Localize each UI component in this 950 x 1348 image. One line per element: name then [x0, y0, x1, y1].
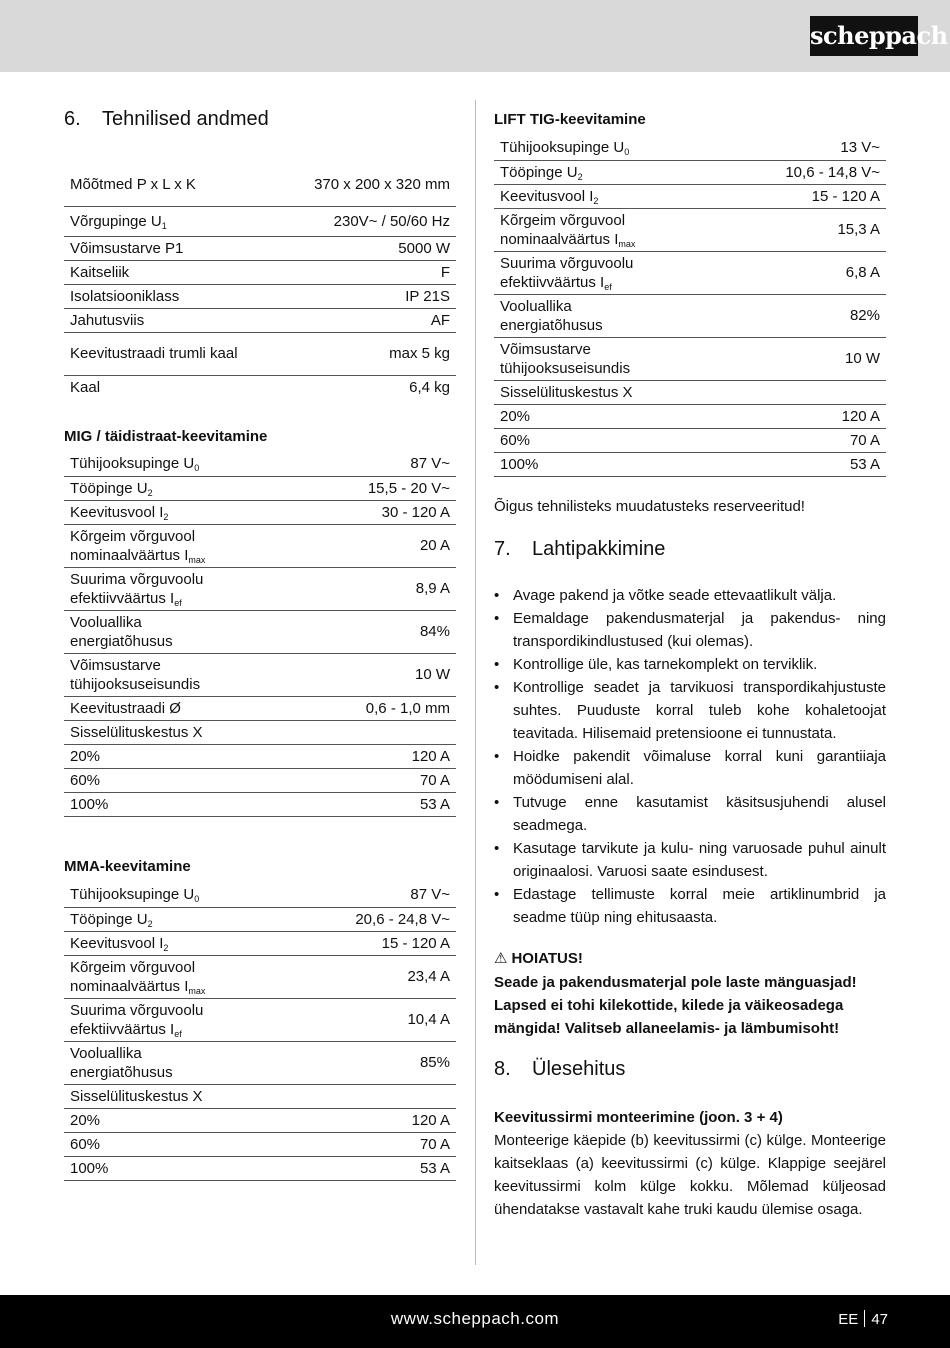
spec-row	[64, 1108, 456, 1132]
spec-label	[494, 160, 721, 184]
spec-label	[494, 251, 721, 294]
spec-row	[64, 907, 456, 931]
mig-specs-table	[64, 452, 456, 817]
spec-value-text: 120 A	[841, 407, 880, 425]
spec-subscript: 2	[147, 487, 153, 498]
spec-label-line2: efektiivväärtus I	[70, 589, 175, 607]
unpacking-list-item: • Hoidke pakendit võimaluse korral kuni garantiiaja möödumiseni alal.	[494, 745, 886, 791]
spec-label	[494, 337, 721, 380]
spec-subscript: 2	[163, 511, 169, 522]
spec-label	[64, 164, 279, 206]
spec-row	[64, 696, 456, 720]
spec-value-text: 15,3 A	[837, 221, 880, 238]
spec-label-text: Tööpinge U	[500, 163, 578, 181]
unpacking-list-item: • Kontrollige üle, kas tarnekomplekt on terviklik.	[494, 653, 886, 676]
spec-value	[301, 452, 456, 476]
spec-label-line2: energiatõhusus	[500, 316, 603, 334]
spec-value-text: 15 - 120 A	[381, 934, 450, 952]
spec-row	[64, 284, 456, 308]
spec-label	[64, 1108, 291, 1132]
spec-row	[64, 476, 456, 500]
spec-value-text: 53 A	[419, 795, 450, 813]
tig-heading: LIFT TIG-keevitamine	[494, 111, 646, 128]
spec-label-text: 100%	[500, 455, 539, 473]
spec-value-text: 23,4 A	[407, 968, 450, 985]
spec-label	[64, 696, 301, 720]
spec-label-line1: Suurima võrguvoolu	[500, 254, 634, 272]
assembly-subheading: Keevitussirmi monteerimine (joon. 3 + 4)	[494, 1109, 783, 1126]
spec-row	[64, 744, 456, 768]
spec-value	[279, 164, 456, 206]
spec-subscript: max	[618, 238, 636, 249]
spec-value-text: 70 A	[849, 431, 880, 449]
spec-row	[64, 720, 456, 744]
spec-value-text: 53 A	[419, 1159, 450, 1177]
spec-subscript: 2	[577, 171, 583, 182]
spec-label-line1: Kõrgeim võrguvool	[70, 527, 196, 545]
spec-row	[64, 332, 456, 375]
spec-value	[301, 567, 456, 610]
assembly-text: Monteerige käepide (b) keevitussirmi (c) külge. Monteerige kaitseklaas (a) keevitussirmi (c) külge. Klappige seejärel keevitussirmi kolm külge kokku. Mõlemad küljeosad ühendatakse vastavalt kahe truki kaudu ülemise osaga.	[494, 1132, 886, 1218]
spec-label	[64, 332, 279, 375]
spec-label-line2: nominaalväärtus I	[500, 230, 619, 248]
spec-value	[301, 744, 456, 768]
spec-value	[721, 184, 886, 208]
spec-row	[64, 653, 456, 696]
spec-row	[64, 308, 456, 332]
spec-value	[279, 206, 456, 236]
spec-label-text: Tööpinge U	[70, 479, 148, 497]
spec-value-text: 82%	[849, 307, 880, 324]
spec-label-text: Kaal	[70, 378, 101, 396]
unpacking-list-item: • Tutvuge enne kasutamist käsitsusjuhendi alusel seadmega.	[494, 791, 886, 837]
spec-label-text: Kaitseliik	[70, 263, 130, 281]
spec-value	[721, 251, 886, 294]
spec-value	[721, 404, 886, 428]
spec-label-line1: Võimsustarve	[70, 656, 161, 674]
spec-value-text: 30 - 120 A	[381, 503, 450, 521]
spec-label-text: 100%	[70, 1159, 109, 1177]
spec-row	[64, 931, 456, 955]
spec-label-text: Mõõtmed P x L x K	[70, 176, 196, 194]
spec-label-line1: Vooluallika	[70, 1044, 142, 1062]
spec-label	[494, 294, 721, 337]
spec-label	[64, 567, 301, 610]
section-7-heading: 7. Lahtipakkimine	[494, 538, 666, 560]
spec-value	[721, 208, 886, 251]
spec-label	[64, 610, 301, 653]
spec-label	[64, 931, 291, 955]
unpacking-list-item: • Kontrollige seadet ja tarvikuosi transpordikahjustuste suhtes. Puuduste korral tuleb kohe kohaletoojat teavitada. Hilisemaid pretensioone ei tunnustata.	[494, 676, 886, 745]
spec-value-text: 53 A	[849, 455, 880, 473]
spec-label	[64, 955, 291, 998]
spec-label-line1: Suurima võrguvoolu	[70, 570, 204, 588]
spec-label	[64, 1084, 291, 1108]
spec-label-text: Jahutusviis	[70, 311, 145, 329]
spec-value	[291, 1132, 456, 1156]
spec-label-line2: efektiivväärtus I	[70, 1020, 175, 1038]
spec-label-text: Tööpinge U	[70, 910, 148, 928]
spec-label	[64, 792, 301, 816]
footer	[0, 1295, 950, 1348]
spec-value	[301, 792, 456, 816]
spec-row	[64, 164, 456, 206]
spec-label-line1: Vooluallika	[70, 613, 142, 631]
spec-value	[279, 332, 456, 375]
spec-label-text: 20%	[500, 407, 531, 425]
page-number: 47	[871, 1311, 888, 1328]
scheppach-logo: scheppach	[810, 16, 918, 56]
spec-value-text: 6,8 A	[845, 264, 880, 281]
spec-row	[64, 206, 456, 236]
spec-value-text: 70 A	[419, 771, 450, 789]
spec-value	[279, 308, 456, 332]
unpacking-list-item: • Avage pakend ja võtke seade ettevaatlikult välja.	[494, 584, 886, 607]
spec-value	[301, 653, 456, 696]
spec-subscript: 0	[194, 894, 200, 905]
spec-value	[721, 160, 886, 184]
spec-subscript: ef	[604, 281, 612, 292]
spec-value-text: 6,4 kg	[409, 378, 450, 396]
spec-label-text: 60%	[70, 771, 101, 789]
spec-label	[64, 720, 301, 744]
spec-value-text: 10,6 - 14,8 V~	[785, 163, 880, 181]
spec-value	[301, 696, 456, 720]
spec-value-text: AF	[430, 311, 450, 329]
spec-row	[64, 1041, 456, 1084]
spec-row	[494, 136, 886, 160]
spec-value-text: F	[440, 263, 450, 281]
spec-value-text: 13 V~	[840, 139, 880, 157]
spec-row	[64, 1132, 456, 1156]
spec-row	[494, 404, 886, 428]
spec-label	[64, 883, 291, 907]
mig-heading: MIG / täidistraat-keevitamine	[64, 428, 268, 445]
spec-subscript: 2	[163, 942, 169, 953]
spec-row	[64, 792, 456, 816]
spec-label-line2: energiatõhusus	[70, 632, 173, 650]
spec-value	[279, 260, 456, 284]
spec-label	[494, 380, 721, 404]
spec-value-text: 70 A	[419, 1135, 450, 1153]
spec-label-text: 20%	[70, 747, 101, 765]
spec-row	[494, 428, 886, 452]
spec-label-line1: Võimsustarve	[500, 340, 591, 358]
spec-label	[64, 768, 301, 792]
spec-row	[494, 251, 886, 294]
spec-value	[291, 931, 456, 955]
spec-value	[301, 524, 456, 567]
spec-label-text: 20%	[70, 1111, 101, 1129]
spec-row	[64, 610, 456, 653]
spec-subscript: 2	[593, 195, 599, 206]
spec-label	[64, 284, 279, 308]
spec-row	[494, 380, 886, 404]
section-8-heading: 8. Ülesehitus	[494, 1058, 626, 1080]
spec-label-text: Sisselülituskestus X	[70, 723, 203, 741]
spec-label-line2: tühijooksuseisundis	[500, 359, 631, 377]
spec-label	[64, 308, 279, 332]
spec-subscript: max	[188, 554, 206, 565]
spec-row	[64, 260, 456, 284]
spec-value-text: IP 21S	[405, 287, 450, 305]
spec-value	[291, 883, 456, 907]
warning-triangle-icon: ⚠	[494, 950, 508, 967]
spec-value-text: 87 V~	[410, 455, 450, 473]
spec-value	[721, 452, 886, 476]
language-code: EE	[838, 1311, 859, 1328]
spec-row	[64, 883, 456, 907]
spec-label-text: 100%	[70, 795, 109, 813]
spec-value	[279, 284, 456, 308]
spec-value	[301, 768, 456, 792]
spec-value-text: 10 W	[414, 666, 450, 683]
column-divider	[475, 100, 476, 1265]
spec-label-text: Keevitustraadi trumli kaal	[70, 345, 238, 362]
warning-heading: ⚠ HOIATUS!	[494, 950, 583, 967]
spec-value	[291, 1156, 456, 1180]
spec-subscript: 1	[161, 220, 167, 231]
spec-label	[64, 206, 279, 236]
spec-value-text: 20 A	[419, 537, 450, 554]
spec-value-text: 15,5 - 20 V~	[367, 479, 450, 497]
page-indicator	[838, 1310, 888, 1328]
spec-row	[494, 208, 886, 251]
spec-value-text: 5000 W	[398, 239, 450, 257]
spec-label	[64, 236, 279, 260]
spec-value	[279, 236, 456, 260]
spec-label	[64, 1041, 291, 1084]
spec-label	[64, 907, 291, 931]
spec-value-text: 15 - 120 A	[811, 187, 880, 205]
unpacking-list-item: • Eemaldage pakendusmaterjal ja pakendus- ning transpordikindlustused (kui olemas).	[494, 607, 886, 653]
spec-label-line1: Kõrgeim võrguvool	[70, 958, 196, 976]
spec-label	[64, 500, 301, 524]
spec-value	[291, 907, 456, 931]
spec-row	[64, 524, 456, 567]
spec-label	[64, 375, 279, 399]
spec-label-text: Keevitusvool I	[70, 934, 164, 952]
spec-value-text: 0,6 - 1,0 mm	[365, 699, 450, 717]
spec-value-text: max 5 kg	[389, 345, 450, 362]
spec-value	[721, 380, 886, 404]
spec-row	[64, 236, 456, 260]
changes-note: Õigus tehnilisteks muudatusteks reserveeritud!	[494, 498, 805, 515]
spec-label-line2: nominaalväärtus I	[70, 977, 189, 995]
spec-label-text: 60%	[500, 431, 531, 449]
spec-label-line2: energiatõhusus	[70, 1063, 173, 1081]
spec-value	[721, 136, 886, 160]
spec-label	[64, 744, 301, 768]
spec-row	[494, 337, 886, 380]
spec-label	[64, 1156, 291, 1180]
spec-row	[494, 452, 886, 476]
spec-label	[494, 208, 721, 251]
spec-label-text: 60%	[70, 1135, 101, 1153]
spec-label-line1: Suurima võrguvoolu	[70, 1001, 204, 1019]
spec-value	[291, 955, 456, 998]
spec-label-text: Tühijooksupinge U	[70, 886, 195, 904]
tig-specs-table	[494, 136, 886, 477]
spec-value	[721, 428, 886, 452]
spec-subscript: max	[188, 985, 206, 996]
spec-label-line1: Kõrgeim võrguvool	[500, 211, 626, 229]
spec-label-text: Isolatsiooniklass	[70, 287, 180, 305]
spec-label-text: Keevitusvool I	[70, 503, 164, 521]
spec-label-text: Võimsustarve P1	[70, 239, 184, 257]
spec-value	[721, 294, 886, 337]
spec-value-text: 10,4 A	[407, 1011, 450, 1028]
spec-label-line2: efektiivväärtus I	[500, 273, 605, 291]
spec-row	[64, 452, 456, 476]
spec-value-text: 20,6 - 24,8 V~	[355, 910, 450, 928]
spec-value	[301, 500, 456, 524]
spec-label	[64, 524, 301, 567]
spec-subscript: ef	[174, 1028, 182, 1039]
spec-row	[64, 998, 456, 1041]
spec-value-text: 84%	[419, 623, 450, 640]
spec-label-text: Tühijooksupinge U	[500, 139, 625, 157]
spec-label-text: Võrgupinge U	[70, 212, 162, 230]
warning-text: Seade ja pakendusmaterjal pole laste mänguasjad! Lapsed ei tohi kilekottide, kilede ja väikeosadega mängida! Valitseb allaneelamis- ja lämbumisoht!	[494, 974, 857, 1037]
unpacking-list-item: • Kasutage tarvikute ja kulu- ning varuosade puhul ainult originaalosi. Varuosi saate esindusest.	[494, 837, 886, 883]
section-6-heading: 6. Tehnilised andmed	[64, 108, 269, 130]
spec-value-text: 10 W	[844, 350, 880, 367]
spec-label-line2: tühijooksuseisundis	[70, 675, 201, 693]
spec-label	[494, 184, 721, 208]
spec-row	[64, 955, 456, 998]
spec-label	[494, 452, 721, 476]
website-url: www.scheppach.com	[390, 1309, 560, 1328]
page-separator	[864, 1310, 865, 1327]
spec-row	[64, 500, 456, 524]
spec-label	[494, 136, 721, 160]
spec-label	[64, 452, 301, 476]
spec-row	[64, 768, 456, 792]
mma-heading: MMA-keevitamine	[64, 858, 191, 875]
spec-value	[279, 375, 456, 399]
spec-row	[494, 184, 886, 208]
spec-label-text: Sisselülituskestus X	[500, 383, 633, 401]
spec-label-line2: nominaalväärtus I	[70, 546, 189, 564]
spec-value	[291, 1084, 456, 1108]
spec-value-text: 230V~ / 50/60 Hz	[333, 212, 450, 230]
spec-value	[301, 610, 456, 653]
spec-row	[64, 1084, 456, 1108]
unpacking-list-item: • Edastage tellimuste korral meie artiklinumbrid ja seadme tüüp ning ehitusaasta.	[494, 883, 886, 929]
spec-label	[64, 653, 301, 696]
spec-label-text: Sisselülituskestus X	[70, 1087, 203, 1105]
spec-value-text: 8,9 A	[415, 580, 450, 597]
spec-row	[64, 1156, 456, 1180]
spec-subscript: 0	[194, 463, 200, 474]
spec-label	[64, 476, 301, 500]
mma-specs-table	[64, 883, 456, 1181]
spec-value	[301, 476, 456, 500]
spec-row	[64, 375, 456, 399]
spec-label	[64, 260, 279, 284]
spec-value-text: 370 x 200 x 320 mm	[314, 176, 450, 194]
spec-row	[64, 567, 456, 610]
header-band	[0, 0, 950, 72]
spec-label	[494, 428, 721, 452]
spec-subscript: 2	[147, 918, 153, 929]
spec-value-text: 120 A	[411, 747, 450, 765]
spec-label	[64, 998, 291, 1041]
spec-label	[64, 1132, 291, 1156]
unpacking-list	[494, 584, 886, 929]
spec-label-line1: Vooluallika	[500, 297, 572, 315]
spec-subscript: 0	[624, 147, 630, 158]
spec-value-text: 87 V~	[410, 886, 450, 904]
spec-value-text: 120 A	[411, 1111, 450, 1129]
general-specs-table	[64, 164, 456, 399]
spec-value	[301, 720, 456, 744]
spec-label-text: Keevitustraadi Ø	[70, 699, 181, 717]
spec-value	[291, 1108, 456, 1132]
spec-value	[291, 998, 456, 1041]
spec-value	[721, 337, 886, 380]
spec-subscript: ef	[174, 597, 182, 608]
spec-row	[494, 294, 886, 337]
spec-label	[494, 404, 721, 428]
spec-value	[291, 1041, 456, 1084]
spec-label-text: Tühijooksupinge U	[70, 455, 195, 473]
spec-label-text: Keevitusvool I	[500, 187, 594, 205]
spec-value-text: 85%	[419, 1054, 450, 1071]
spec-row	[494, 160, 886, 184]
